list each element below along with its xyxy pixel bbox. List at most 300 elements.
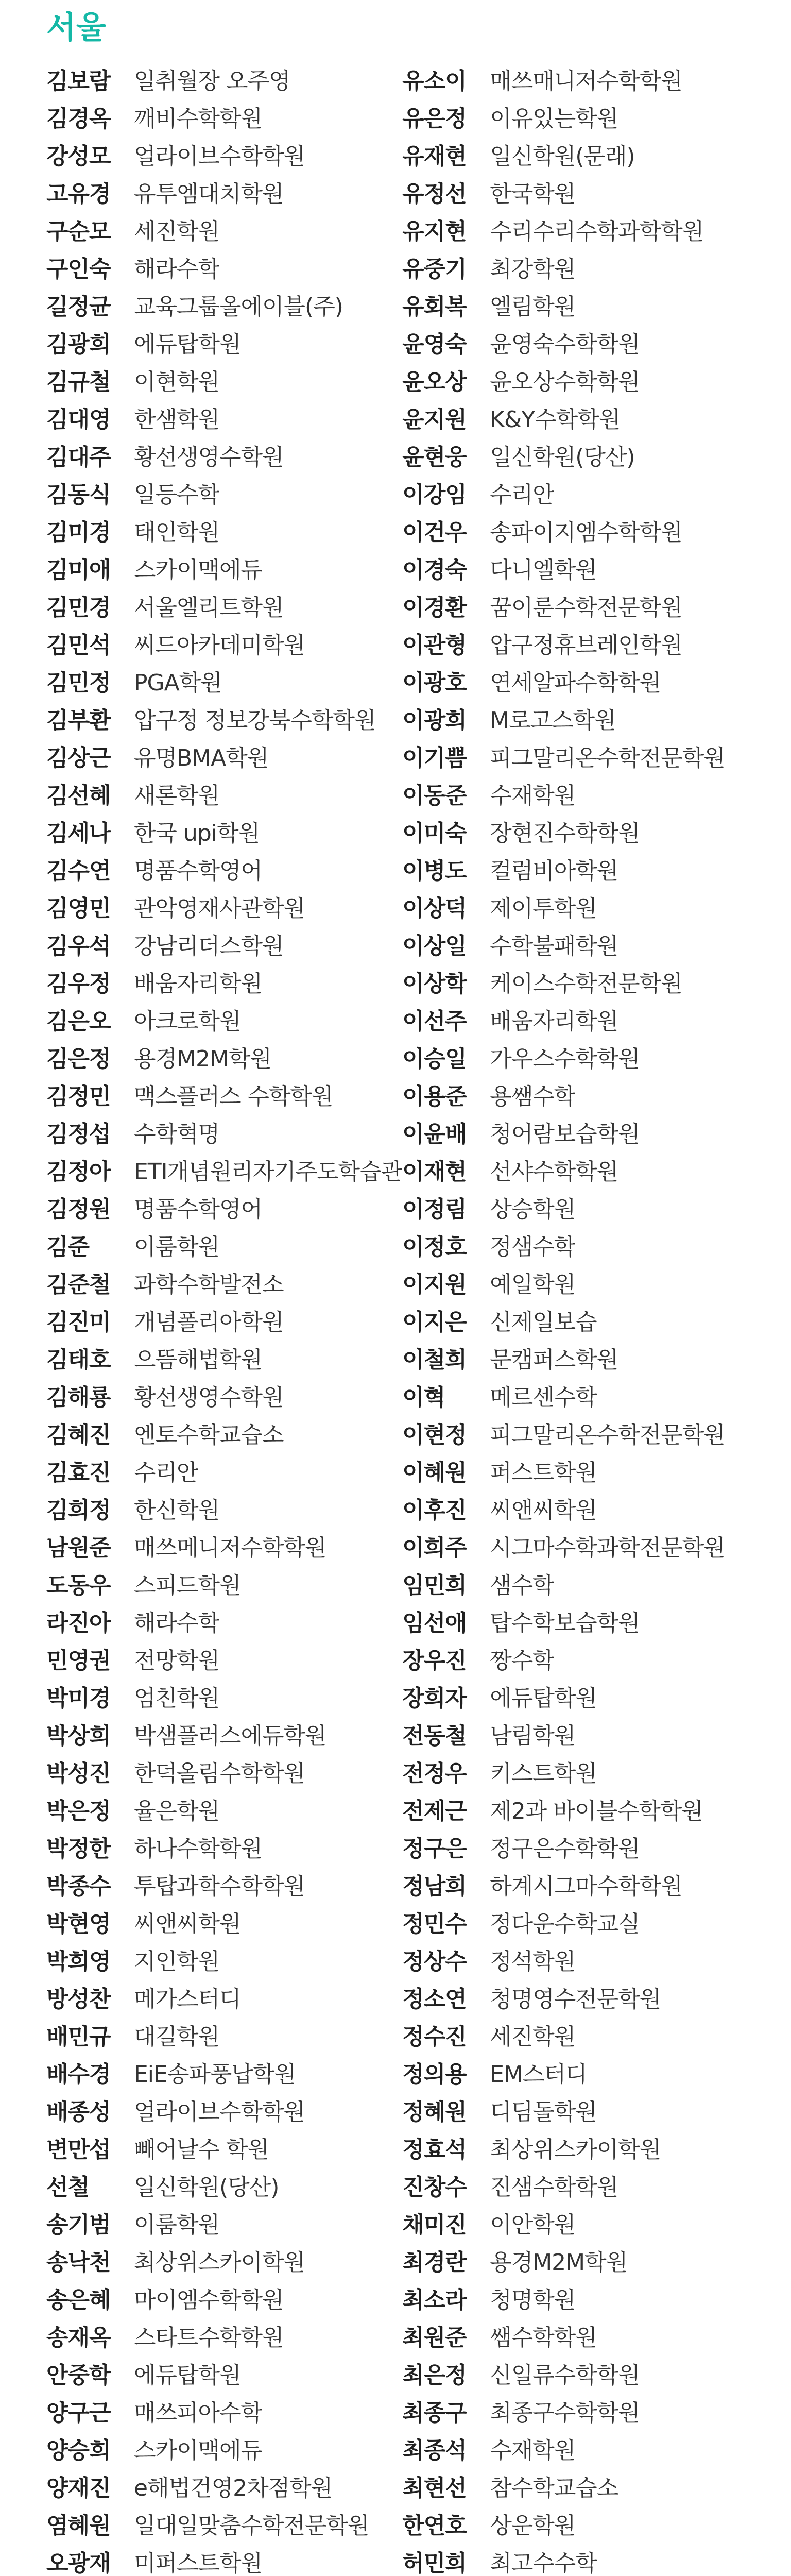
member-row [402, 2166, 745, 2204]
academy-name: 으뜸해법학원 [134, 1346, 263, 1373]
academy-name: 개념폴리아학원 [134, 1309, 284, 1335]
member-name: 구인숙 [46, 256, 111, 282]
member-row [402, 2504, 745, 2542]
member-row [402, 1527, 745, 1564]
academy-name: 탑수학보습학원 [490, 1609, 640, 1636]
academy-name: 이현학원 [134, 368, 220, 395]
member-row [402, 1752, 745, 1790]
academy-name: 박샘플러스에듀학원 [134, 1722, 326, 1749]
member-name: 이광희 [402, 707, 467, 734]
member-name: 최원준 [402, 2324, 467, 2351]
academy-name: 전망학원 [134, 1647, 220, 1674]
member-row [402, 1150, 745, 1188]
member-row [46, 2504, 402, 2542]
member-name: 채미진 [402, 2211, 467, 2238]
member-row [46, 962, 402, 1000]
member-name: 최은정 [402, 2362, 467, 2388]
member-name: 임선애 [402, 1609, 467, 1636]
member-name: 이철희 [402, 1346, 467, 1373]
academy-name: 일신학원(당산) [134, 2174, 279, 2200]
member-name: 김민경 [46, 594, 111, 621]
member-row [46, 1639, 402, 1677]
member-name: 박현영 [46, 1910, 111, 1937]
member-name: 라진아 [46, 1609, 111, 1636]
academy-name: 신일류수학학원 [490, 2362, 640, 2388]
academy-name: 상운학원 [490, 2512, 576, 2539]
member-name: 정소연 [402, 1986, 467, 2012]
member-name: 전정우 [402, 1760, 467, 1787]
member-row [46, 850, 402, 887]
member-name: 이지원 [402, 1271, 467, 1298]
academy-name: 다니엘학원 [490, 556, 597, 583]
member-name: 민영권 [46, 1647, 111, 1674]
member-row [402, 1940, 745, 1978]
member-row [46, 2542, 402, 2576]
member-name: 구순모 [46, 218, 111, 245]
member-name: 김세나 [46, 820, 111, 846]
member-row [46, 248, 402, 285]
member-name: 김우석 [46, 933, 111, 959]
academy-name: 과학수학발전소 [134, 1271, 284, 1298]
academy-name: 지인학원 [134, 1948, 220, 1975]
member-row [46, 887, 402, 925]
member-row [46, 1978, 402, 2015]
member-row [46, 1000, 402, 1038]
member-name: 유재현 [402, 143, 467, 170]
member-name: 윤오상 [402, 368, 467, 395]
academy-name: 명품수학영어 [134, 857, 263, 884]
member-name: 정의용 [402, 2061, 467, 2088]
member-row [46, 2015, 402, 2053]
academy-name: 율은학원 [134, 1798, 220, 1824]
member-row [402, 2354, 745, 2392]
member-row [46, 436, 402, 473]
academy-name: EiE송파풍납학원 [134, 2061, 296, 2088]
member-row [46, 60, 402, 97]
member-row [402, 1113, 745, 1150]
academy-name: 일신학원(문래) [490, 143, 635, 170]
academy-name: 투탑과학수학학원 [134, 1873, 305, 1900]
member-row [46, 925, 402, 962]
member-name: 최종구 [402, 2399, 467, 2426]
member-name: 김진미 [46, 1309, 111, 1335]
member-name: 김우정 [46, 970, 111, 997]
academy-name: 한샘학원 [134, 406, 220, 433]
academy-name: e해법건영2차점학원 [134, 2475, 333, 2501]
member-row [402, 1677, 745, 1715]
member-name: 송낙천 [46, 2249, 111, 2276]
member-row [402, 135, 745, 173]
member-name: 김정원 [46, 1196, 111, 1223]
academy-name: 매쓰피아수학 [134, 2399, 263, 2426]
academy-name: 제이투학원 [490, 895, 597, 922]
academy-name: 마이엠수학학원 [134, 2286, 284, 2313]
member-name: 김준 [46, 1233, 90, 1260]
member-name: 박상희 [46, 1722, 111, 1749]
academy-name: 최강학원 [490, 256, 576, 282]
member-row [46, 1903, 402, 1940]
member-name: 이재현 [402, 1158, 467, 1185]
member-name: 김부환 [46, 707, 111, 734]
academy-name: 참수학교습소 [490, 2475, 618, 2501]
member-name: 김민석 [46, 632, 111, 658]
member-name: 김해룡 [46, 1384, 111, 1411]
academy-name: 황선생영수학원 [134, 1384, 284, 1411]
member-row [402, 662, 745, 699]
academy-name: 대길학원 [134, 2023, 220, 2050]
academy-name: 한국학원 [490, 180, 576, 207]
member-row [46, 774, 402, 812]
member-row [402, 1301, 745, 1338]
member-row [402, 2392, 745, 2429]
academy-name: K&Y수학학원 [490, 406, 621, 433]
academy-name: 제2과 바이블수학학원 [490, 1798, 703, 1824]
member-row [402, 436, 745, 473]
member-row [46, 323, 402, 361]
member-row [402, 1075, 745, 1113]
member-row [46, 1226, 402, 1263]
member-row [402, 1188, 745, 1226]
member-row [402, 1376, 745, 1414]
member-row [402, 1000, 745, 1038]
academy-name: 서울엘리트학원 [134, 594, 284, 621]
academy-name: 키스트학원 [490, 1760, 597, 1787]
member-name: 박희영 [46, 1948, 111, 1975]
member-row [46, 1038, 402, 1075]
member-name: 유은정 [402, 105, 467, 132]
academy-name: 청어람보습학원 [490, 1121, 640, 1147]
academy-name: 장현진수학학원 [490, 820, 640, 846]
member-name: 이승일 [402, 1045, 467, 1072]
academy-name: 선샤수학학원 [490, 1158, 618, 1185]
member-name: 전제근 [402, 1798, 467, 1824]
academy-name: 일대일맞춤수학전문학원 [134, 2512, 369, 2539]
academy-name: 황선생영수학원 [134, 444, 284, 470]
member-row [402, 1790, 745, 1827]
academy-name: 하나수학학원 [134, 1835, 263, 1862]
member-row [46, 1263, 402, 1301]
academy-name: 스타트수학학원 [134, 2324, 284, 2351]
member-row [46, 1602, 402, 1639]
member-name: 전동철 [402, 1722, 467, 1749]
academy-name: 에듀탑학원 [134, 2362, 241, 2388]
member-row [402, 549, 745, 586]
academy-name: 연세알파수학학원 [490, 669, 661, 696]
member-name: 유중기 [402, 256, 467, 282]
academy-name: 매쓰메니저수학학원 [134, 1534, 326, 1561]
academy-name: 최고수수학 [490, 2550, 597, 2576]
academy-name: 진샘수학학원 [490, 2174, 618, 2200]
academy-name: 미퍼스트학원 [134, 2550, 263, 2576]
member-name: 정민수 [402, 1910, 467, 1937]
member-name: 양승희 [46, 2437, 111, 2464]
academy-name: PGA학원 [134, 669, 222, 696]
academy-name: 엘림학원 [490, 293, 576, 320]
member-name: 김수연 [46, 857, 111, 884]
member-name: 이상학 [402, 970, 467, 997]
member-row [46, 97, 402, 135]
member-row [402, 473, 745, 511]
member-row [46, 2053, 402, 2091]
member-name: 강성모 [46, 143, 111, 170]
member-name: 이광호 [402, 669, 467, 696]
academy-name: 하계시그마수학학원 [490, 1873, 682, 1900]
member-row [46, 473, 402, 511]
academy-name: 디딤돌학원 [490, 2098, 597, 2125]
academy-name: 이룸학원 [134, 2211, 220, 2238]
member-name: 최경란 [402, 2249, 467, 2276]
academy-name: 스카이맥에듀 [134, 556, 263, 583]
academy-name: 쌤수학학원 [490, 2324, 597, 2351]
member-row [402, 2241, 745, 2279]
academy-name: 배움자리학원 [490, 1008, 618, 1035]
member-row [46, 2091, 402, 2128]
member-row [402, 2053, 745, 2091]
member-name: 이경환 [402, 594, 467, 621]
member-row [46, 586, 402, 624]
member-row [46, 1715, 402, 1752]
academy-name: 퍼스트학원 [490, 1459, 597, 1486]
member-name: 임민희 [402, 1572, 467, 1599]
academy-name: 유명BMA학원 [134, 744, 269, 771]
academy-name: M로고스학원 [490, 707, 616, 734]
academy-name: 청명학원 [490, 2286, 576, 2313]
member-name: 김미애 [46, 556, 111, 583]
academy-name: 맥스플러스 수학학원 [134, 1083, 333, 1110]
member-name: 최종석 [402, 2437, 467, 2464]
academy-name: 교육그룹올에이블(주) [134, 293, 343, 320]
member-name: 박종수 [46, 1873, 111, 1900]
academy-name: 용경M2M학원 [490, 2249, 628, 2276]
member-row [46, 2279, 402, 2316]
academy-name: 엄친학원 [134, 1685, 220, 1711]
member-name: 이혁 [402, 1384, 445, 1411]
academy-name: 스카이맥에듀 [134, 2437, 263, 2464]
academy-name: 일신학원(당산) [490, 444, 635, 470]
member-row [402, 962, 745, 1000]
member-row [402, 323, 745, 361]
academy-name: 시그마수학과학전문학원 [490, 1534, 725, 1561]
member-name: 선철 [46, 2174, 90, 2200]
academy-name: 최종구수학학원 [490, 2399, 640, 2426]
member-row [402, 1865, 745, 1903]
member-name: 김효진 [46, 1459, 111, 1486]
member-row [402, 60, 745, 97]
member-name: 배민규 [46, 2023, 111, 2050]
academy-name: 피그말리온수학전문학원 [490, 744, 725, 771]
academy-name: 메르센수학 [490, 1384, 597, 1411]
academy-name: 피그말리온수학전문학원 [490, 1421, 725, 1448]
academy-name: 샘수학 [490, 1572, 554, 1599]
academy-name: 수재학원 [490, 2437, 576, 2464]
academy-name: 윤영숙수학학원 [490, 331, 640, 358]
member-name: 박성진 [46, 1760, 111, 1787]
member-name: 김대주 [46, 444, 111, 470]
member-row [402, 210, 745, 248]
member-row [402, 1715, 745, 1752]
member-name: 김규철 [46, 368, 111, 395]
member-name: 김희정 [46, 1497, 111, 1523]
member-name: 진창수 [402, 2174, 467, 2200]
academy-name: 에듀탑학원 [490, 1685, 597, 1711]
member-name: 송재옥 [46, 2324, 111, 2351]
member-name: 김은정 [46, 1045, 111, 1072]
member-row [402, 2316, 745, 2354]
member-name: 이지은 [402, 1309, 467, 1335]
member-row [402, 586, 745, 624]
member-row [46, 135, 402, 173]
member-name: 박정한 [46, 1835, 111, 1862]
member-row [402, 511, 745, 549]
member-row [46, 624, 402, 662]
academy-name: 에듀탑학원 [134, 331, 241, 358]
member-name: 김동식 [46, 481, 111, 508]
member-row [46, 1564, 402, 1602]
academy-name: 수재학원 [490, 782, 576, 809]
academy-name: 새론학원 [134, 782, 220, 809]
member-row [402, 1038, 745, 1075]
member-row [46, 1301, 402, 1338]
member-row [46, 1752, 402, 1790]
member-name: 이상덕 [402, 895, 467, 922]
member-name: 김미경 [46, 519, 111, 546]
member-name: 김태호 [46, 1346, 111, 1373]
academy-name: 씨앤씨학원 [134, 1910, 241, 1937]
member-name: 이용준 [402, 1083, 467, 1110]
academy-name: 수리안 [134, 1459, 198, 1486]
academy-name: 일등수학 [134, 481, 220, 508]
member-name: 허민희 [402, 2550, 467, 2576]
academy-name: 가우스수학학원 [490, 1045, 640, 1072]
academy-name: 송파이지엠수학학원 [490, 519, 682, 546]
academy-name: 배움자리학원 [134, 970, 263, 997]
academy-name: 씨앤씨학원 [490, 1497, 597, 1523]
member-name: 최현선 [402, 2475, 467, 2501]
member-name: 유회복 [402, 293, 467, 320]
member-name: 정상수 [402, 1948, 467, 1975]
member-row [46, 1940, 402, 1978]
member-row [402, 1978, 745, 2015]
member-name: 정구은 [402, 1835, 467, 1862]
academy-name: 엔토수학교습소 [134, 1421, 284, 1448]
academy-name: 한덕올림수학학원 [134, 1760, 305, 1787]
member-row [46, 1414, 402, 1451]
member-row [402, 1903, 745, 1940]
region-section [46, 0, 745, 2576]
academy-name: 수학혁명 [134, 1121, 220, 1147]
member-row [402, 850, 745, 887]
member-row [402, 2128, 745, 2166]
academy-name: ETI개념원리자기주도학습관 [134, 1158, 403, 1185]
member-name: 김정민 [46, 1083, 111, 1110]
region-title: 서울 [46, 10, 106, 46]
academy-name: 얼라이브수학학원 [134, 143, 305, 170]
academy-name: 세진학원 [490, 2023, 576, 2050]
member-row [46, 398, 402, 436]
member-row [46, 549, 402, 586]
academy-name: 최상위스카이학원 [134, 2249, 305, 2276]
member-row [46, 1451, 402, 1489]
member-row [46, 1527, 402, 1564]
member-row [46, 1677, 402, 1715]
member-name: 유지현 [402, 218, 467, 245]
member-row [46, 1150, 402, 1188]
member-name: 정남희 [402, 1873, 467, 1900]
member-row [46, 2392, 402, 2429]
member-row [402, 2542, 745, 2576]
academy-name: 메가스터디 [134, 1986, 241, 2012]
member-row [46, 361, 402, 398]
member-row [402, 1827, 745, 1865]
member-row [46, 2166, 402, 2204]
member-row [402, 2091, 745, 2128]
academy-name: 유투엠대치학원 [134, 180, 284, 207]
academy-name: 정다운수학교실 [490, 1910, 640, 1937]
member-name: 이미숙 [402, 820, 467, 846]
member-name: 송기범 [46, 2211, 111, 2238]
member-name: 김상근 [46, 744, 111, 771]
member-name: 김보람 [46, 67, 111, 94]
member-row [402, 887, 745, 925]
academy-name: 한국 upi학원 [134, 820, 260, 846]
member-row [46, 1188, 402, 1226]
academy-name: 이유있는학원 [490, 105, 618, 132]
member-row [46, 1338, 402, 1376]
member-row [46, 2128, 402, 2166]
member-row [402, 1263, 745, 1301]
member-name: 남원준 [46, 1534, 111, 1561]
academy-name: 씨드아카데미학원 [134, 632, 305, 658]
member-row [46, 812, 402, 850]
academy-name: 얼라이브수학학원 [134, 2098, 305, 2125]
academy-name: 수리안 [490, 481, 554, 508]
member-name: 염혜원 [46, 2512, 111, 2539]
member-name: 김정섭 [46, 1121, 111, 1147]
member-row [46, 2354, 402, 2392]
member-name: 장희자 [402, 1685, 467, 1711]
academy-name: 최상위스카이학원 [490, 2136, 661, 2163]
member-row [46, 285, 402, 323]
member-row [46, 2241, 402, 2279]
academy-name: 해라수학 [134, 1609, 220, 1636]
member-row [402, 1338, 745, 1376]
academy-name: 아크로학원 [134, 1008, 241, 1035]
member-name: 이동준 [402, 782, 467, 809]
member-name: 김준철 [46, 1271, 111, 1298]
member-row [46, 2429, 402, 2467]
member-row [402, 2429, 745, 2467]
academy-name: 상승학원 [490, 1196, 576, 1223]
member-row [402, 173, 745, 210]
academy-name: 명품수학영어 [134, 1196, 263, 1223]
academy-name: 깨비수학학원 [134, 105, 263, 132]
member-name: 이현정 [402, 1421, 467, 1448]
academy-name: 수학불패학원 [490, 933, 618, 959]
member-name: 한연호 [402, 2512, 467, 2539]
academy-name: 이안학원 [490, 2211, 576, 2238]
academy-name: 수리수리수학과학학원 [490, 218, 704, 245]
member-name: 김선혜 [46, 782, 111, 809]
member-row [402, 1489, 745, 1527]
academy-name: 케이스수학전문학원 [490, 970, 682, 997]
member-row [402, 624, 745, 662]
member-name: 도동우 [46, 1572, 111, 1599]
member-row [46, 2467, 402, 2504]
member-name: 이경숙 [402, 556, 467, 583]
academy-name: 용쌤수학 [490, 1083, 576, 1110]
member-column-left [46, 60, 402, 2576]
academy-name: 문캠퍼스학원 [490, 1346, 618, 1373]
